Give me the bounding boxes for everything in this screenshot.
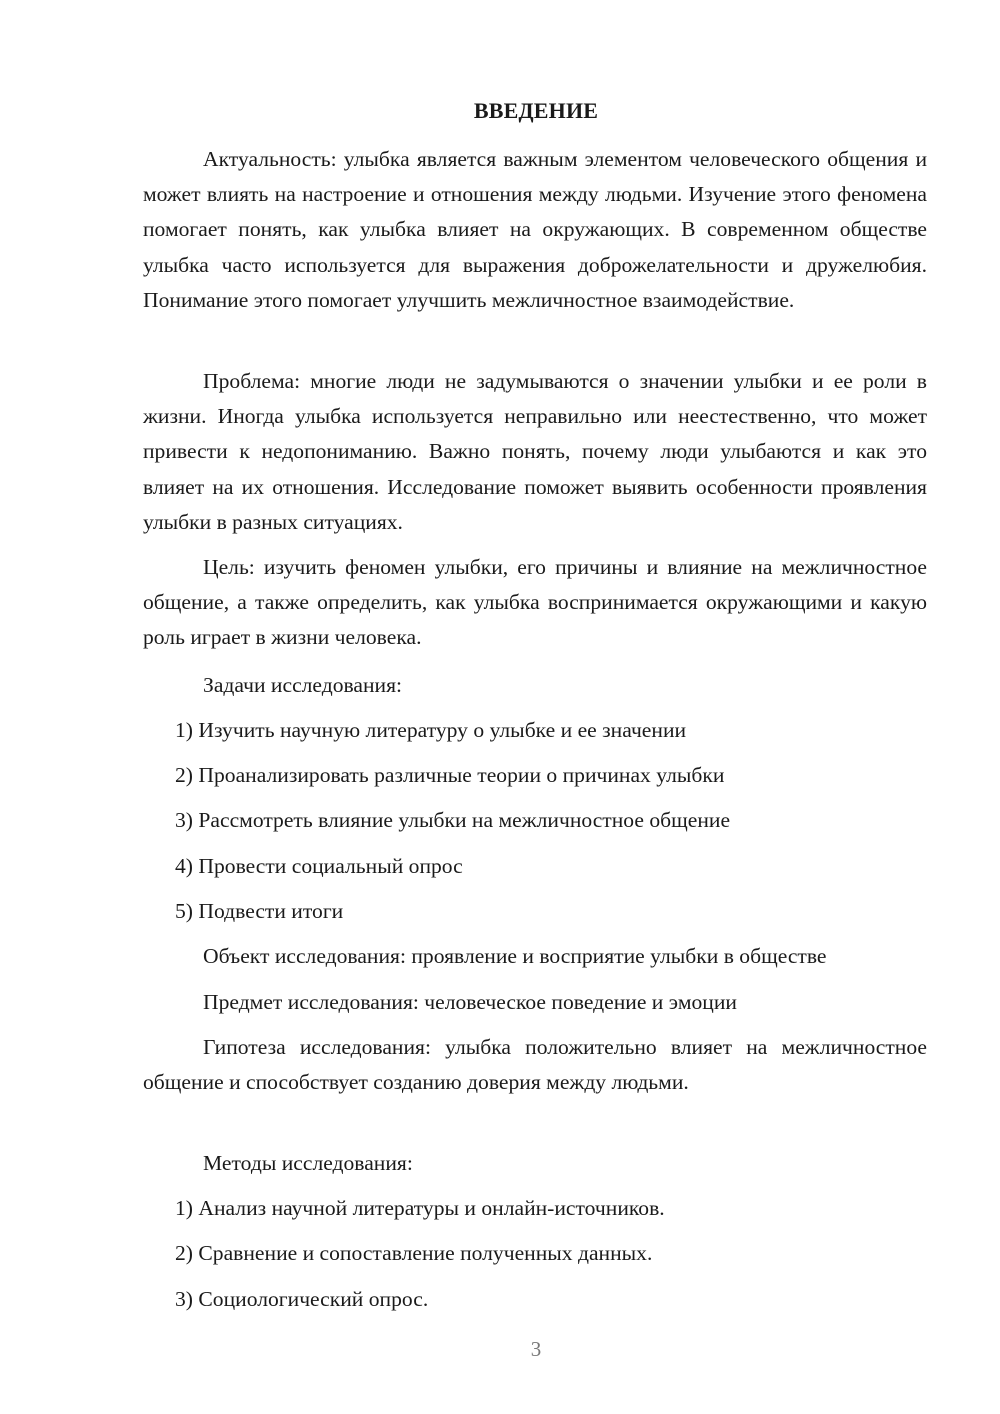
method-item: 3) Социологический опрос.: [175, 1287, 429, 1311]
paragraph-problem: Проблема: многие люди не задумываются о значении улыбки и ее роли в жизни. Иногда улыбка используется неправильно или неестественно, что может привести к недопониманию. Важно понять, почему люди улыбаются и как это влияет на их отношения. Исследование поможет выявить особенности проявления улыбки в разных ситуациях.: [143, 369, 927, 534]
page-number: 3: [530, 1337, 542, 1361]
task-item: 1) Изучить научную литературу о улыбке и ее значении: [175, 718, 687, 742]
research-subject: Предмет исследования: человеческое поведение и эмоции: [203, 990, 737, 1014]
paragraph-relevance: Актуальность: улыбка является важным элементом человеческого общения и может влиять на настроение и отношения между людьми. Изучение этого феномена помогает понять, как улыбка влияет на окружающих. В современном обществе улыбка часто используется для выражения доброжелательности и дружелюбия. Понимание этого помогает улучшить межличностное взаимодействие.: [143, 147, 927, 312]
method-item: 1) Анализ научной литературы и онлайн-источников.: [175, 1196, 665, 1220]
paragraph-goal: Цель: изучить феномен улыбки, его причины и влияние на межличностное общение, а также определить, как улыбка воспринимается окружающими и какую роль играет в жизни человека.: [143, 555, 927, 650]
task-item: 3) Рассмотреть влияние улыбки на межличностное общение: [175, 808, 731, 832]
paragraph-hypothesis: Гипотеза исследования: улыбка положительно влияет на межличностное общение и способствует созданию доверия между людьми.: [143, 1035, 927, 1095]
method-item: 2) Сравнение и сопоставление полученных данных.: [175, 1241, 653, 1265]
methods-heading: Методы исследования:: [203, 1151, 413, 1175]
tasks-heading: Задачи исследования:: [203, 673, 403, 697]
task-item: 5) Подвести итоги: [175, 899, 344, 923]
task-item: 2) Проанализировать различные теории о причинах улыбки: [175, 763, 725, 787]
research-object: Объект исследования: проявление и восприятие улыбки в обществе: [203, 944, 827, 968]
task-item: 4) Провести социальный опрос: [175, 854, 463, 878]
section-title: ВВЕДЕНИЕ: [473, 98, 599, 123]
